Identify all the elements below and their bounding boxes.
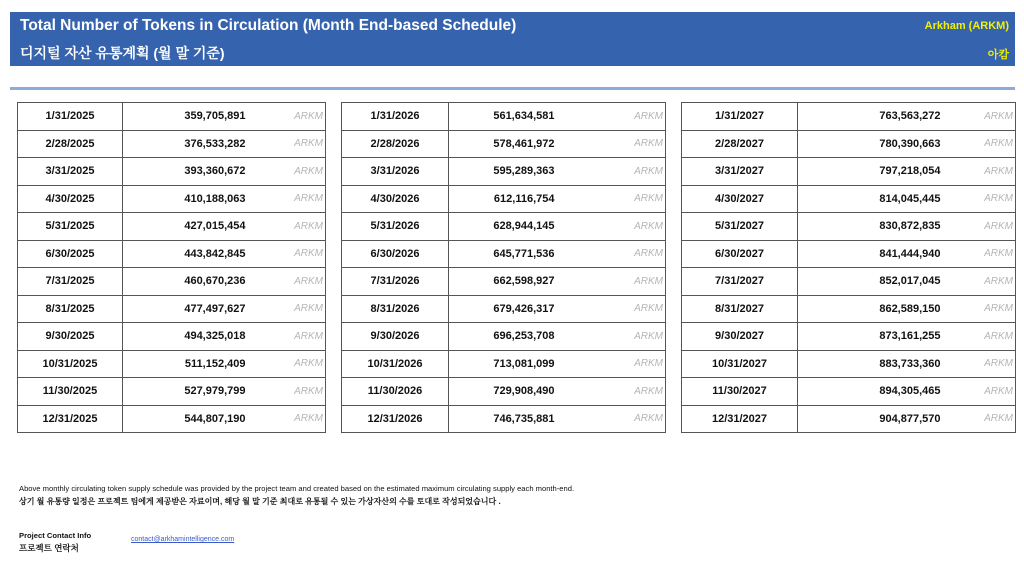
unit-cell: ARKM <box>943 185 1016 213</box>
unit-cell: ARKM <box>943 323 1016 351</box>
amount-cell: 595,289,363 <box>449 158 557 186</box>
table-row <box>342 405 666 433</box>
table-row <box>342 350 666 378</box>
footnote-korean: 상기 월 유통량 일정은 프로젝트 팀에게 제공받은 자료이며, 해당 월 말 기준 최대로 유통될 수 있는 가상자산의 수를 토대로 작성되었습니다 . <box>19 497 501 506</box>
unit-cell: ARKM <box>248 268 326 296</box>
unit-cell: ARKM <box>248 158 326 186</box>
date-cell: 3/31/2025 <box>18 158 123 186</box>
table-row <box>342 103 666 131</box>
contact-email-link[interactable]: contact@arkhamintelligence.com <box>131 536 235 543</box>
amount-cell: 578,461,972 <box>449 130 557 158</box>
date-cell: 2/28/2027 <box>682 130 798 158</box>
amount-cell: 359,705,891 <box>123 103 248 131</box>
footnote-english: Above monthly circulating token supply schedule was provided by the project team and created based on the estimated maximum circulating supply each month-end. <box>19 484 575 493</box>
unit-cell: ARKM <box>557 350 666 378</box>
date-cell: 1/31/2027 <box>682 103 798 131</box>
unit-cell: ARKM <box>557 213 666 241</box>
date-cell: 11/30/2026 <box>342 378 449 406</box>
date-cell: 4/30/2027 <box>682 185 798 213</box>
amount-cell: 746,735,881 <box>449 405 557 433</box>
amount-cell: 763,563,272 <box>798 103 943 131</box>
amount-cell: 460,670,236 <box>123 268 248 296</box>
date-cell: 12/31/2025 <box>18 405 123 433</box>
date-cell: 3/31/2026 <box>342 158 449 186</box>
amount-cell: 393,360,672 <box>123 158 248 186</box>
date-cell: 6/30/2026 <box>342 240 449 268</box>
unit-cell: ARKM <box>248 240 326 268</box>
unit-cell: ARKM <box>248 323 326 351</box>
table-row <box>18 295 326 323</box>
date-cell: 4/30/2026 <box>342 185 449 213</box>
unit-cell: ARKM <box>943 130 1016 158</box>
amount-cell: 376,533,282 <box>123 130 248 158</box>
contact-label-korean: 프로젝트 연락처 <box>19 543 79 553</box>
table-row <box>682 158 1016 186</box>
amount-cell: 544,807,190 <box>123 405 248 433</box>
table-row <box>342 295 666 323</box>
amount-cell: 862,589,150 <box>798 295 943 323</box>
schedule-table-2026 <box>341 102 666 433</box>
unit-cell: ARKM <box>248 295 326 323</box>
unit-cell: ARKM <box>248 213 326 241</box>
date-cell: 3/31/2027 <box>682 158 798 186</box>
amount-cell: 883,733,360 <box>798 350 943 378</box>
table-row <box>18 350 326 378</box>
table-row <box>18 378 326 406</box>
header-banner <box>10 12 1015 66</box>
table-row <box>18 158 326 186</box>
table-row <box>342 213 666 241</box>
table-row <box>342 240 666 268</box>
date-cell: 9/30/2025 <box>18 323 123 351</box>
date-cell: 12/31/2027 <box>682 405 798 433</box>
date-cell: 7/31/2027 <box>682 268 798 296</box>
amount-cell: 873,161,255 <box>798 323 943 351</box>
amount-cell: 729,908,490 <box>449 378 557 406</box>
unit-cell: ARKM <box>248 405 326 433</box>
date-cell: 2/28/2025 <box>18 130 123 158</box>
table-row <box>682 323 1016 351</box>
amount-cell: 645,771,536 <box>449 240 557 268</box>
date-cell: 5/31/2026 <box>342 213 449 241</box>
divider-line <box>10 87 1015 90</box>
date-cell: 10/31/2026 <box>342 350 449 378</box>
table-row <box>18 240 326 268</box>
unit-cell: ARKM <box>943 240 1016 268</box>
unit-cell: ARKM <box>943 158 1016 186</box>
date-cell: 1/31/2026 <box>342 103 449 131</box>
date-cell: 6/30/2027 <box>682 240 798 268</box>
date-cell: 9/30/2026 <box>342 323 449 351</box>
amount-cell: 894,305,465 <box>798 378 943 406</box>
asset-name: Arkham (ARKM) <box>924 20 1009 32</box>
amount-cell: 527,979,799 <box>123 378 248 406</box>
unit-cell: ARKM <box>557 130 666 158</box>
date-cell: 5/31/2025 <box>18 213 123 241</box>
unit-cell: ARKM <box>557 405 666 433</box>
unit-cell: ARKM <box>557 295 666 323</box>
unit-cell: ARKM <box>557 323 666 351</box>
amount-cell: 696,253,708 <box>449 323 557 351</box>
amount-cell: 814,045,445 <box>798 185 943 213</box>
date-cell: 8/31/2026 <box>342 295 449 323</box>
unit-cell: ARKM <box>943 103 1016 131</box>
amount-cell: 410,188,063 <box>123 185 248 213</box>
table-row <box>682 378 1016 406</box>
amount-cell: 662,598,927 <box>449 268 557 296</box>
amount-cell: 830,872,835 <box>798 213 943 241</box>
unit-cell: ARKM <box>557 378 666 406</box>
table-row <box>682 213 1016 241</box>
date-cell: 7/31/2026 <box>342 268 449 296</box>
amount-cell: 612,116,754 <box>449 185 557 213</box>
table-row <box>342 268 666 296</box>
date-cell: 12/31/2026 <box>342 405 449 433</box>
amount-cell: 511,152,409 <box>123 350 248 378</box>
amount-cell: 628,944,145 <box>449 213 557 241</box>
unit-cell: ARKM <box>943 268 1016 296</box>
date-cell: 11/30/2027 <box>682 378 798 406</box>
page-title: Total Number of Tokens in Circulation (Month End-based Schedule) <box>20 17 517 34</box>
table-row <box>342 185 666 213</box>
unit-cell: ARKM <box>943 405 1016 433</box>
unit-cell: ARKM <box>943 378 1016 406</box>
amount-cell: 477,497,627 <box>123 295 248 323</box>
table-row <box>18 130 326 158</box>
date-cell: 11/30/2025 <box>18 378 123 406</box>
table-row <box>682 130 1016 158</box>
table-row <box>682 295 1016 323</box>
table-row <box>18 405 326 433</box>
unit-cell: ARKM <box>248 378 326 406</box>
table-row <box>18 323 326 351</box>
date-cell: 9/30/2027 <box>682 323 798 351</box>
amount-cell: 780,390,663 <box>798 130 943 158</box>
unit-cell: ARKM <box>557 158 666 186</box>
amount-cell: 852,017,045 <box>798 268 943 296</box>
table-row <box>342 130 666 158</box>
unit-cell: ARKM <box>248 350 326 378</box>
table-row <box>682 350 1016 378</box>
unit-cell: ARKM <box>248 130 326 158</box>
unit-cell: ARKM <box>557 268 666 296</box>
amount-cell: 713,081,099 <box>449 350 557 378</box>
table-row <box>18 103 326 131</box>
table-row <box>682 103 1016 131</box>
table-row <box>18 268 326 296</box>
page-title-korean: 디지털 자산 유통계획 (월 말 기준) <box>20 45 225 61</box>
unit-cell: ARKM <box>557 103 666 131</box>
unit-cell: ARKM <box>248 185 326 213</box>
unit-cell: ARKM <box>557 240 666 268</box>
contact-label: Project Contact Info <box>19 531 92 540</box>
amount-cell: 904,877,570 <box>798 405 943 433</box>
unit-cell: ARKM <box>943 295 1016 323</box>
table-row <box>682 405 1016 433</box>
unit-cell: ARKM <box>557 185 666 213</box>
amount-cell: 841,444,940 <box>798 240 943 268</box>
table-row <box>18 185 326 213</box>
asset-name-korean: 아캄 <box>987 49 1009 61</box>
date-cell: 5/31/2027 <box>682 213 798 241</box>
date-cell: 2/28/2026 <box>342 130 449 158</box>
date-cell: 8/31/2027 <box>682 295 798 323</box>
table-row <box>342 158 666 186</box>
amount-cell: 797,218,054 <box>798 158 943 186</box>
date-cell: 8/31/2025 <box>18 295 123 323</box>
date-cell: 7/31/2025 <box>18 268 123 296</box>
table-row <box>342 323 666 351</box>
schedule-table-2025 <box>17 102 326 433</box>
amount-cell: 443,842,845 <box>123 240 248 268</box>
table-row <box>682 268 1016 296</box>
table-row <box>682 185 1016 213</box>
table-row <box>342 378 666 406</box>
date-cell: 4/30/2025 <box>18 185 123 213</box>
amount-cell: 679,426,317 <box>449 295 557 323</box>
date-cell: 1/31/2025 <box>18 103 123 131</box>
unit-cell: ARKM <box>943 350 1016 378</box>
unit-cell: ARKM <box>943 213 1016 241</box>
unit-cell: ARKM <box>248 103 326 131</box>
date-cell: 10/31/2025 <box>18 350 123 378</box>
table-row <box>18 213 326 241</box>
amount-cell: 561,634,581 <box>449 103 557 131</box>
schedule-table-2027 <box>681 102 1016 433</box>
table-row <box>682 240 1016 268</box>
amount-cell: 427,015,454 <box>123 213 248 241</box>
amount-cell: 494,325,018 <box>123 323 248 351</box>
date-cell: 10/31/2027 <box>682 350 798 378</box>
date-cell: 6/30/2025 <box>18 240 123 268</box>
